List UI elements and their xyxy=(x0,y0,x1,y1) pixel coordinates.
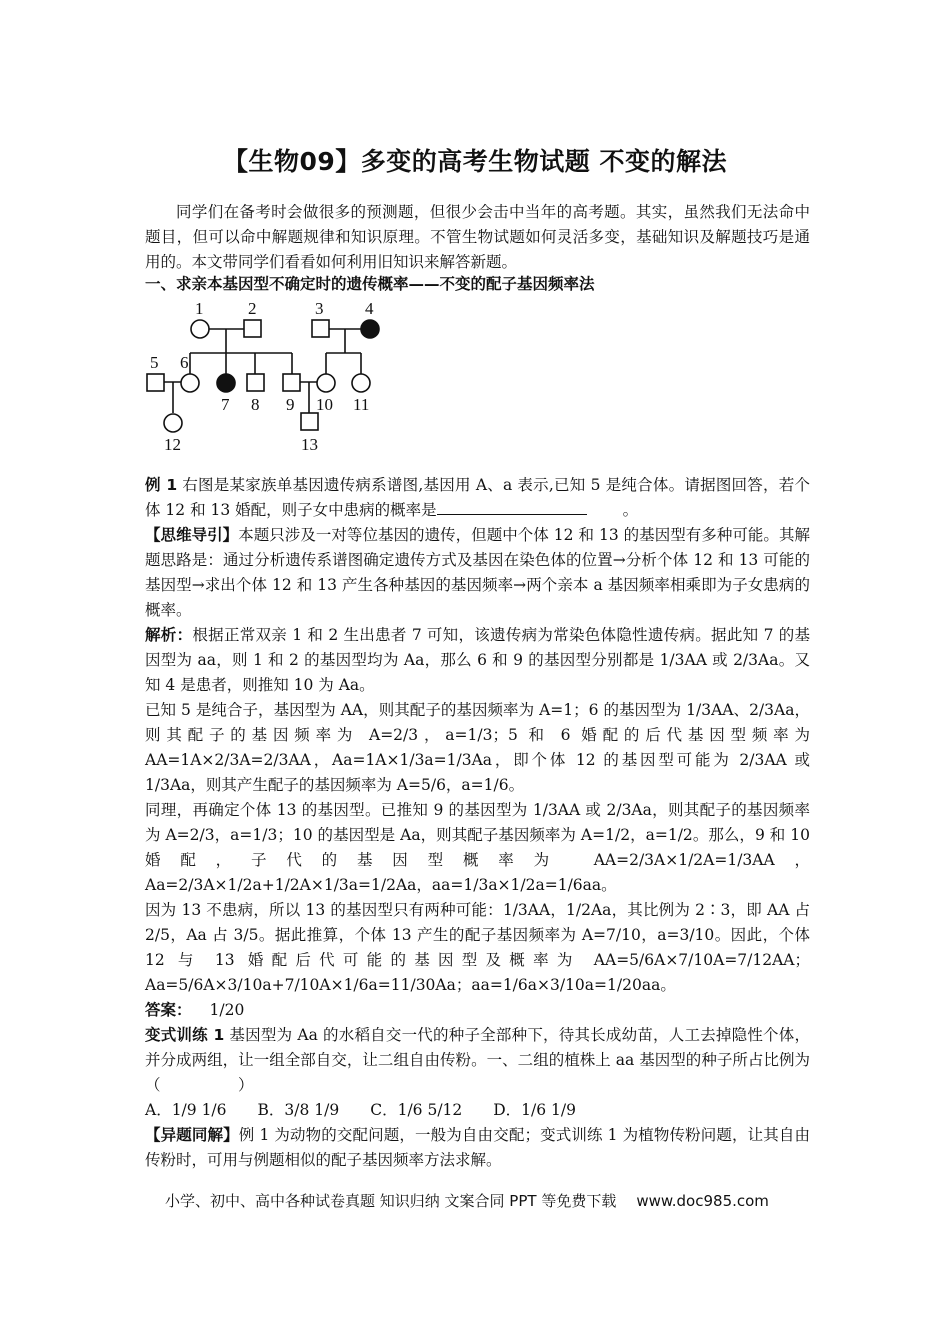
pedigree-label-10: 10 xyxy=(316,395,333,414)
thinking-guide xyxy=(145,523,810,623)
main-content xyxy=(145,473,810,1173)
footer-url[interactable]: www.doc985.com xyxy=(636,1192,769,1210)
analysis-p3: 同理，再确定个体 13 的基因型。已推知 9 的基因型为 1/3AA 或 2/3Aa，则其配子的基因频率为 A=2/3，a=1/3；10 的基因型是 Aa，则其配子基因频率为 A=1/2，a=1/2。那么，9 和 10 婚配，子代的基因型概率为 AA=2/3A×1/2A=1/3AA，Aa=2/3A×1/2a+1/2A×1/3a=1/2Aa，aa=1/3a×1/2a=1/6aa。 xyxy=(145,801,810,894)
pedigree-label-2: 2 xyxy=(248,299,257,318)
pedigree-label-9: 9 xyxy=(286,395,295,414)
answer-blank xyxy=(437,499,587,515)
variant-text: 基因型为 Aa 的水稻自交一代的种子全部种下，待其长成幼苗，人工去掉隐性个体，并分成两组，让一组全部自交，让二组自由传粉。一、二组的植株上 aa 基因型的种子所占比例为（ ） xyxy=(145,1026,810,1094)
variant-training-1 xyxy=(145,1023,810,1098)
example-1: 例 1 右图是某家族单基因遗传病系谱图,基因用 A、a 表示,已知 5 是纯合体。请据图回答，若个体 12 和 13 婚配，则子女中患病的概率是 。 xyxy=(145,476,810,519)
page-title: 【生物09】多变的高考生物试题 不变的解法 xyxy=(223,147,727,176)
pedigree-individual-11 xyxy=(352,374,370,392)
same-solution-note xyxy=(145,1123,810,1173)
pedigree-label-3: 3 xyxy=(315,299,324,318)
pedigree-label-11: 11 xyxy=(353,395,370,414)
guide-text: 本题只涉及一对等位基因的遗传，但题中个体 12 和 13 的基因型有多种可能。其解题思路是：通过分析遗传系谱图确定遗传方式及基因在染色体的位置→分析个体 12 和 13 可能的基因型→求出个体 12 和 13 产生各种基因的基因频率→两个亲本 a 基因频率相乘即为子女患病的概率。 xyxy=(145,526,810,619)
intro-paragraph xyxy=(145,200,810,275)
footer-text: 小学、初中、高中各种试卷真题 知识归纳 文案合同 PPT 等免费下载 xyxy=(165,1192,617,1210)
example-1-label: 例 1 xyxy=(145,476,178,494)
variant-label: 变式训练 1 xyxy=(145,1026,225,1044)
note-label: 【异题同解】 xyxy=(145,1126,239,1144)
pedigree-label-13: 13 xyxy=(301,435,318,454)
answer xyxy=(145,998,810,1023)
analysis-p4: 因为 13 不患病，所以 13 的基因型只有两种可能：1/3AA，1/2Aa，其比例为 2∶3，即 AA 占 2/5，Aa 占 3/5。据此推算，个体 13 产生的配子基因频率为 A=7/10，a=3/10。因此，个体 12 与 13 婚配后代可能的基因型及概率为 AA=5/6A×7/10A=7/12AA；Aa=5/6A×3/10a+7/10A×1/6a=11/30Aa；aa=1/6a×3/10a=1/20aa。 xyxy=(145,901,810,994)
pedigree-chart xyxy=(140,298,390,458)
pedigree-label-7: 7 xyxy=(221,395,230,414)
intro-text: 同学们在备考时会做很多的预测题，但很少会击中当年的高考题。其实，虽然我们无法命中题目，但可以命中解题规律和知识原理。不管生物试题如何灵活多变，基础知识及解题技巧是通用的。本文带同学们看看如何利用旧知识来解答新题。 xyxy=(145,203,810,271)
analysis-label: 解析： xyxy=(145,626,193,644)
pedigree-label-5: 5 xyxy=(150,353,159,372)
pedigree-individual-2 xyxy=(244,320,261,337)
pedigree-individual-5 xyxy=(147,374,164,391)
pedigree-individual-1 xyxy=(191,320,209,338)
pedigree-individual-9 xyxy=(283,374,300,391)
pedigree-individual-12 xyxy=(164,414,182,432)
pedigree-label-12: 12 xyxy=(164,435,181,454)
analysis-p1: 解析：根据正常双亲 1 和 2 生出患者 7 可知，该遗传病为常染色体隐性遗传病。据此知 7 的基因型为 aa，则 1 和 2 的基因型均为 Aa，那么 6 和 9 的基因型分别都是 1/3AA 或 2/3Aa。又知 4 是患者，则推知 10 为 Aa。 xyxy=(145,626,810,694)
pedigree-individual-13 xyxy=(301,413,318,430)
pedigree-individual-7 xyxy=(217,374,235,392)
section-heading-1: 一、求亲本基因型不确定时的遗传概率——不变的配子基因频率法 xyxy=(145,275,595,293)
note-text: 例 1 为动物的交配问题，一般为自由交配；变式训练 1 为植物传粉问题，让其自由传粉时，可用与例题相似的配子基因频率方法求解。 xyxy=(145,1126,810,1169)
page-footer xyxy=(165,1190,769,1211)
pedigree-individual-4 xyxy=(361,320,379,338)
pedigree-individual-8 xyxy=(247,374,264,391)
analysis-p2: 已知 5 是纯合子，基因型为 AA，则其配子的基因频率为 A=1；6 的基因型为 1/3AA、2/3Aa，则其配子的基因频率为 A=2/3，a=1/3；5 和 6 婚配的后代基因型频率为 AA=1A×2/3A=2/3AA，Aa=1A×1/3a=1/3Aa，即个体 12 的基因型可能为 2/3AA 或 1/3Aa，则其产生配子的基因频率为 A=5/6，a=1/6。 xyxy=(145,701,810,794)
pedigree-individual-10 xyxy=(317,374,335,392)
pedigree-individual-6 xyxy=(181,374,199,392)
guide-label: 【思维导引】 xyxy=(145,526,239,544)
answer-value: 1/20 xyxy=(209,1001,245,1019)
variant-options: A．1/9 1/6 B．3/8 1/9 C．1/6 5/12 D．1/6 1/9 xyxy=(145,1101,577,1119)
pedigree-label-1: 1 xyxy=(195,299,204,318)
pedigree-label-8: 8 xyxy=(251,395,260,414)
example-1-text: 右图是某家族单基因遗传病系谱图,基因用 A、a 表示,已知 5 是纯合体。请据图回答，若个体 12 和 13 婚配，则子女中患病的概率是 xyxy=(145,476,810,519)
pedigree-individual-3 xyxy=(312,320,329,337)
pedigree-label-6: 6 xyxy=(180,353,189,372)
pedigree-label-4: 4 xyxy=(365,299,374,318)
answer-label: 答案： xyxy=(145,1001,192,1019)
